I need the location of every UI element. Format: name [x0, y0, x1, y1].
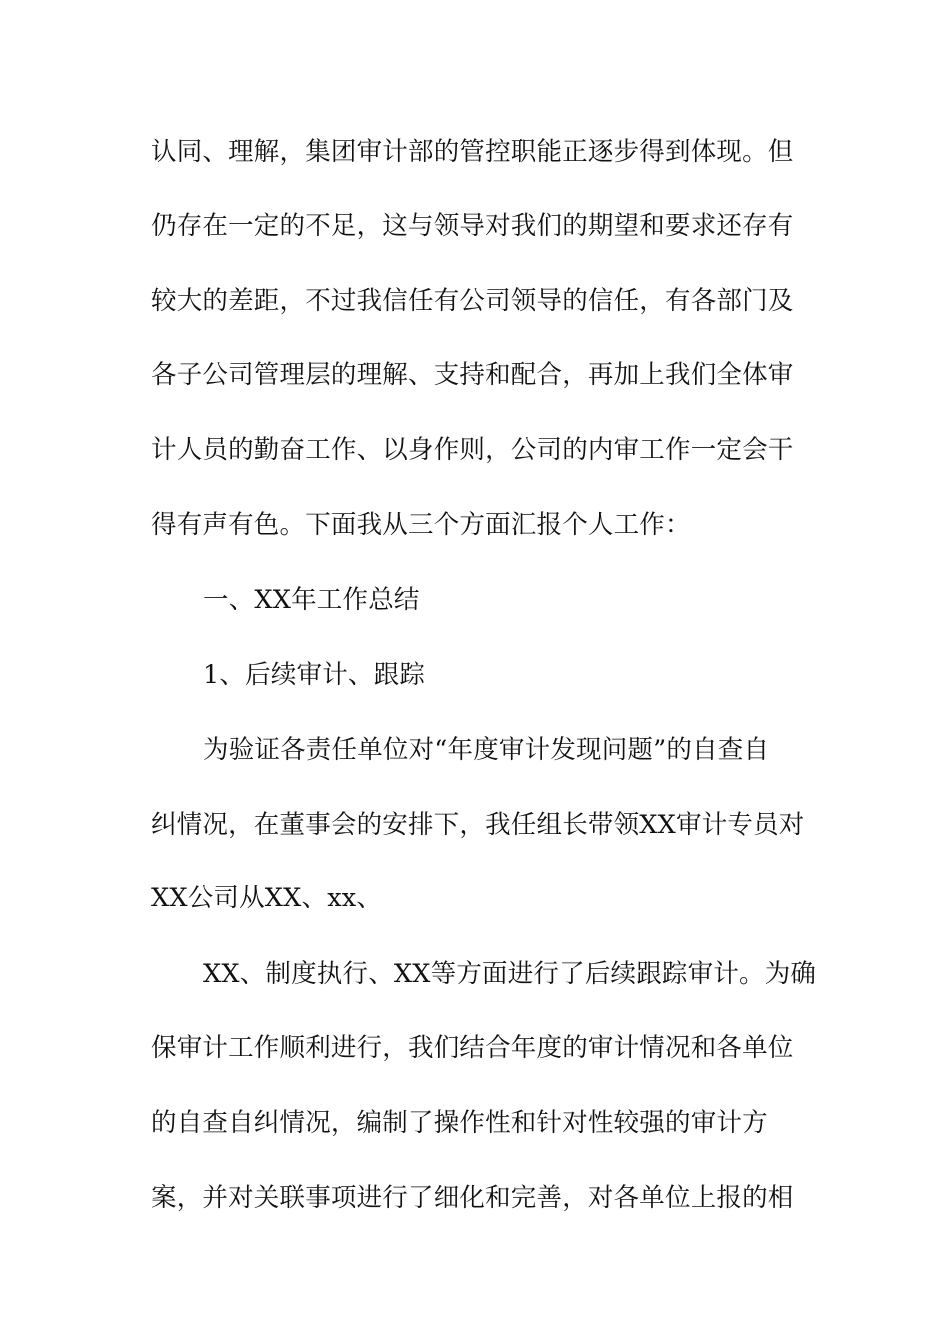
paragraph-line: 保审计工作顺利进行，我们结合年度的审计情况和各单位 — [151, 1033, 794, 1063]
paragraph-line: 较大的差距，不过我信任有公司领导的信任，有各部门及 — [151, 286, 794, 316]
paragraph-line: XX公司从XX、xx、 — [151, 883, 383, 913]
paragraph-line: 仍存在一定的不足，这与领导对我们的期望和要求还存有 — [151, 211, 794, 241]
paragraph-line: 得有声有色。下面我从三个方面汇报个人工作： — [151, 510, 691, 540]
paragraph-line: 为验证各责任单位对“年度审计发现问题”的自查自 — [203, 735, 770, 765]
paragraph-line: 各子公司管理层的理解、支持和配合，再加上我们全体审 — [151, 360, 794, 390]
paragraph-line: 的自查自纠情况，编制了操作性和针对性较强的审计方 — [151, 1108, 768, 1138]
paragraph-line: 计人员的勤奋工作、以身作则，公司的内审工作一定会干 — [151, 435, 794, 465]
subsection-heading: 1、后续审计、跟踪 — [203, 660, 426, 690]
paragraph-line: 纠情况，在董事会的安排下，我任组长带领XX审计专员对 — [151, 810, 805, 840]
section-heading: 一、XX年工作总结 — [203, 585, 420, 615]
paragraph-line: 案，并对关联事项进行了细化和完善，对各单位上报的相 — [151, 1183, 794, 1213]
paragraph-line: 认同、理解，集团审计部的管控职能正逐步得到体现。但 — [151, 137, 794, 167]
paragraph-line: XX、制度执行、XX等方面进行了后续跟踪审计。为确 — [203, 959, 817, 989]
